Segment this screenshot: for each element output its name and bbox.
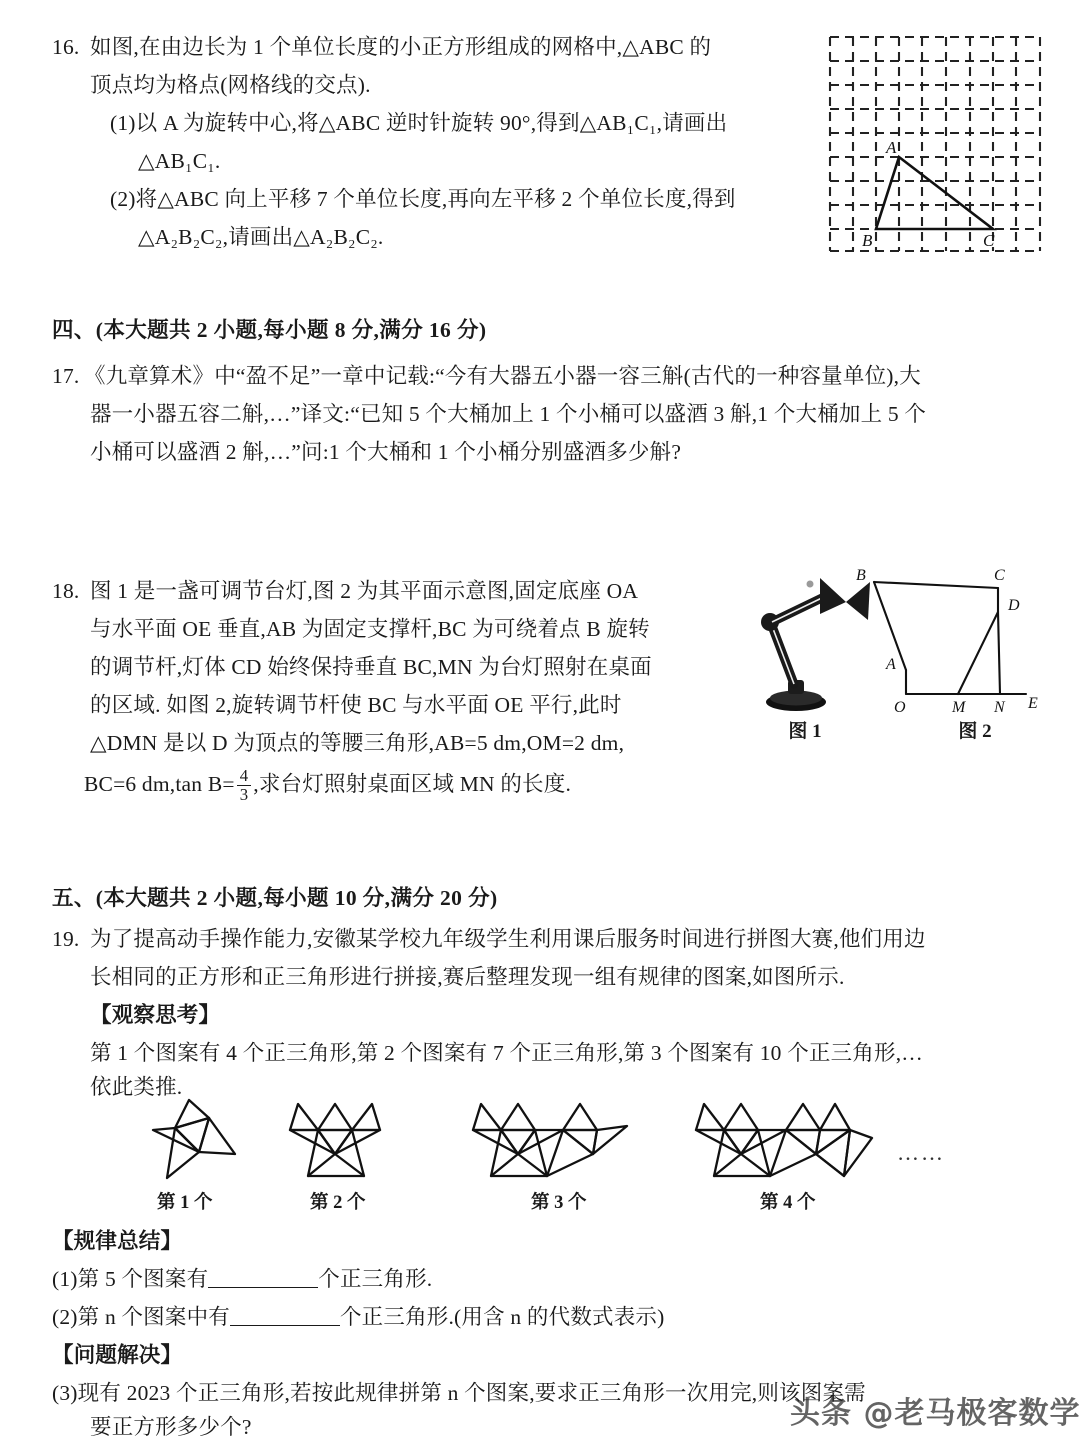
question-16-line-5: (2)将△ABC 向上平移 7 个单位长度,再向左平移 2 个单位长度,得到 [110,187,736,211]
lamp-schematic-figure [848,566,1048,721]
observe-line-2: 依此类推. [90,1075,183,1099]
pattern-caption-1: 第 1 个 [157,1193,213,1213]
schematic-label-e: E [1028,695,1038,712]
vertex-label-b: B [862,231,873,250]
question-18-line-5: △DMN 是以 D 为顶点的等腰三角形,AB=5 dm,OM=2 dm, [90,731,625,755]
pattern-2-strokes [290,1104,380,1176]
rule-item-2 [52,1298,664,1336]
fraction-denominator: 3 [239,785,249,805]
pattern-figure-4 [676,1096,896,1193]
triangle-abc [876,157,993,229]
pattern-4-strokes [696,1104,872,1176]
pattern-1-strokes [153,1100,235,1178]
rule-item-2-prefix: (2)第 n 个图案中有 [52,1305,230,1329]
pattern-ellipsis: …… [897,1140,945,1165]
question-16-line-1: 如图,在由边长为 1 个单位长度的小正方形组成的网格中,△ABC 的 [90,35,712,59]
pattern-3-svg [455,1096,635,1188]
figure-1-caption: 图 1 [788,721,822,742]
question-19-intro-2: 长相同的正方形和正三角形进行拼接,赛后整理发现一组有规律的图案,如图所示. [90,965,845,989]
question-16-line-4: △AB₁C₁. [138,149,221,173]
question-18-tan-suffix: ,求台灯照射桌面区域 MN 的长度. [253,772,572,796]
question-18-number: 18. [52,579,80,603]
question-18-line-3: 的调节杆,灯体 CD 始终保持垂直 BC,MN 为台灯照射在桌面 [90,655,652,679]
fraction-numerator: 4 [237,767,252,786]
vertex-label-c: C [983,231,995,250]
lamp-lower-arm-highlight [772,626,794,684]
lamp-switch [807,581,814,588]
question-18-tan-prefix: BC=6 dm,tan B= [84,772,235,796]
section-4-heading: 四、(本大题共 2 小题,每小题 8 分,满分 16 分) [52,318,487,342]
answer-blank-2[interactable] [230,1304,340,1327]
fraction-four-thirds [237,767,252,804]
grid-triangle-figure [826,33,1044,260]
figure-2-caption: 图 2 [958,721,992,742]
question-16-line-2: 顶点均为格点(网格线的交点). [90,73,371,97]
section-5-heading: 五、(本大题共 2 小题,每小题 10 分,满分 20 分) [52,886,498,910]
lamp-schematic-svg [848,566,1048,716]
grid-lines [830,37,1040,251]
lamp-upper-arm-highlight [772,596,826,622]
watermark: 头条 @老马极客数学 [790,1396,1080,1431]
rule-item-2-suffix: 个正三角形.(用含 n 的代数式表示) [339,1305,665,1329]
schematic-label-o: O [894,699,906,716]
pattern-caption-4: 第 4 个 [760,1193,816,1213]
pattern-figure-1 [143,1096,249,1193]
question-17-line-2: 器一小器五容二斛,…”译文:“已知 5 个大桶加上 1 个小桶可以盛酒 3 斛,1 个大桶加上 5 个 [90,402,927,426]
question-17-number: 17. [52,364,80,388]
schematic-lines [874,582,1026,694]
grid-triangle-svg [826,33,1044,255]
schematic-label-c: C [994,567,1005,584]
lamp-shade [820,578,846,614]
question-17-line-3: 小桶可以盛酒 2 斛,…”问:1 个大桶和 1 个小桶分别盛酒多少斛? [90,440,682,464]
pattern-caption-2: 第 2 个 [310,1193,366,1213]
solve-line-1: (3)现有 2023 个正三角形,若按此规律拼第 n 个图案,要求正三角形一次用完,则该图案需 [52,1381,866,1405]
rule-item-1 [52,1260,432,1298]
pattern-figure-3 [455,1096,635,1193]
rule-item-1-prefix: (1)第 5 个图案有 [52,1267,209,1291]
question-18-line-4: 的区域. 如图 2,旋转调节杆使 BC 与水平面 OE 平行,此时 [90,693,622,717]
schematic-label-d: D [1008,597,1020,614]
vertex-label-a: A [886,138,897,157]
question-16-line-3: (1)以 A 为旋转中心,将△ABC 逆时针旋转 90°,得到△AB₁C₁,请画出 [110,111,728,135]
question-16-line-6: △A₂B₂C₂,请画出△A₂B₂C₂. [138,225,384,249]
solve-line-2: 要正方形多少个? [90,1415,252,1439]
answer-blank-1[interactable] [208,1266,318,1289]
schematic-label-b: B [856,567,866,584]
problem-solving-heading: 【问题解决】 [52,1343,183,1367]
question-17-line-1: 《九章算术》中“盈不足”一章中记载:“今有大器五小器一容三斛(古代的一种容量单位),大 [84,364,921,388]
schematic-label-a: A [886,656,896,673]
question-19-intro-1: 为了提高动手操作能力,安徽某学校九年级学生利用课后服务时间进行拼图大赛,他们用边 [90,927,926,951]
question-18-line-2: 与水平面 OE 垂直,AB 为固定支撑杆,BC 为可绕着点 B 旋转 [90,617,650,641]
pattern-figure-2 [272,1096,414,1193]
question-18-line-6 [84,762,571,806]
pattern-2-svg [272,1096,414,1188]
pattern-3-strokes [473,1104,627,1176]
pattern-caption-3: 第 3 个 [531,1193,587,1213]
rule-item-1-suffix: 个正三角形. [318,1267,433,1291]
observe-line-1: 第 1 个图案有 4 个正三角形,第 2 个图案有 7 个正三角形,第 3 个图案有 10 个正三角形,… [90,1041,923,1065]
pattern-4-svg [676,1096,896,1188]
pattern-1-svg [143,1096,249,1188]
rule-summary-heading: 【规律总结】 [52,1229,183,1253]
question-19-number: 19. [52,927,80,951]
schematic-label-n: N [994,699,1005,716]
question-16-number: 16. [52,35,80,59]
question-18-line-1: 图 1 是一盏可调节台灯,图 2 为其平面示意图,固定底座 OA [90,579,639,603]
observe-heading: 【观察思考】 [90,1003,221,1027]
schematic-label-m: M [952,699,966,716]
